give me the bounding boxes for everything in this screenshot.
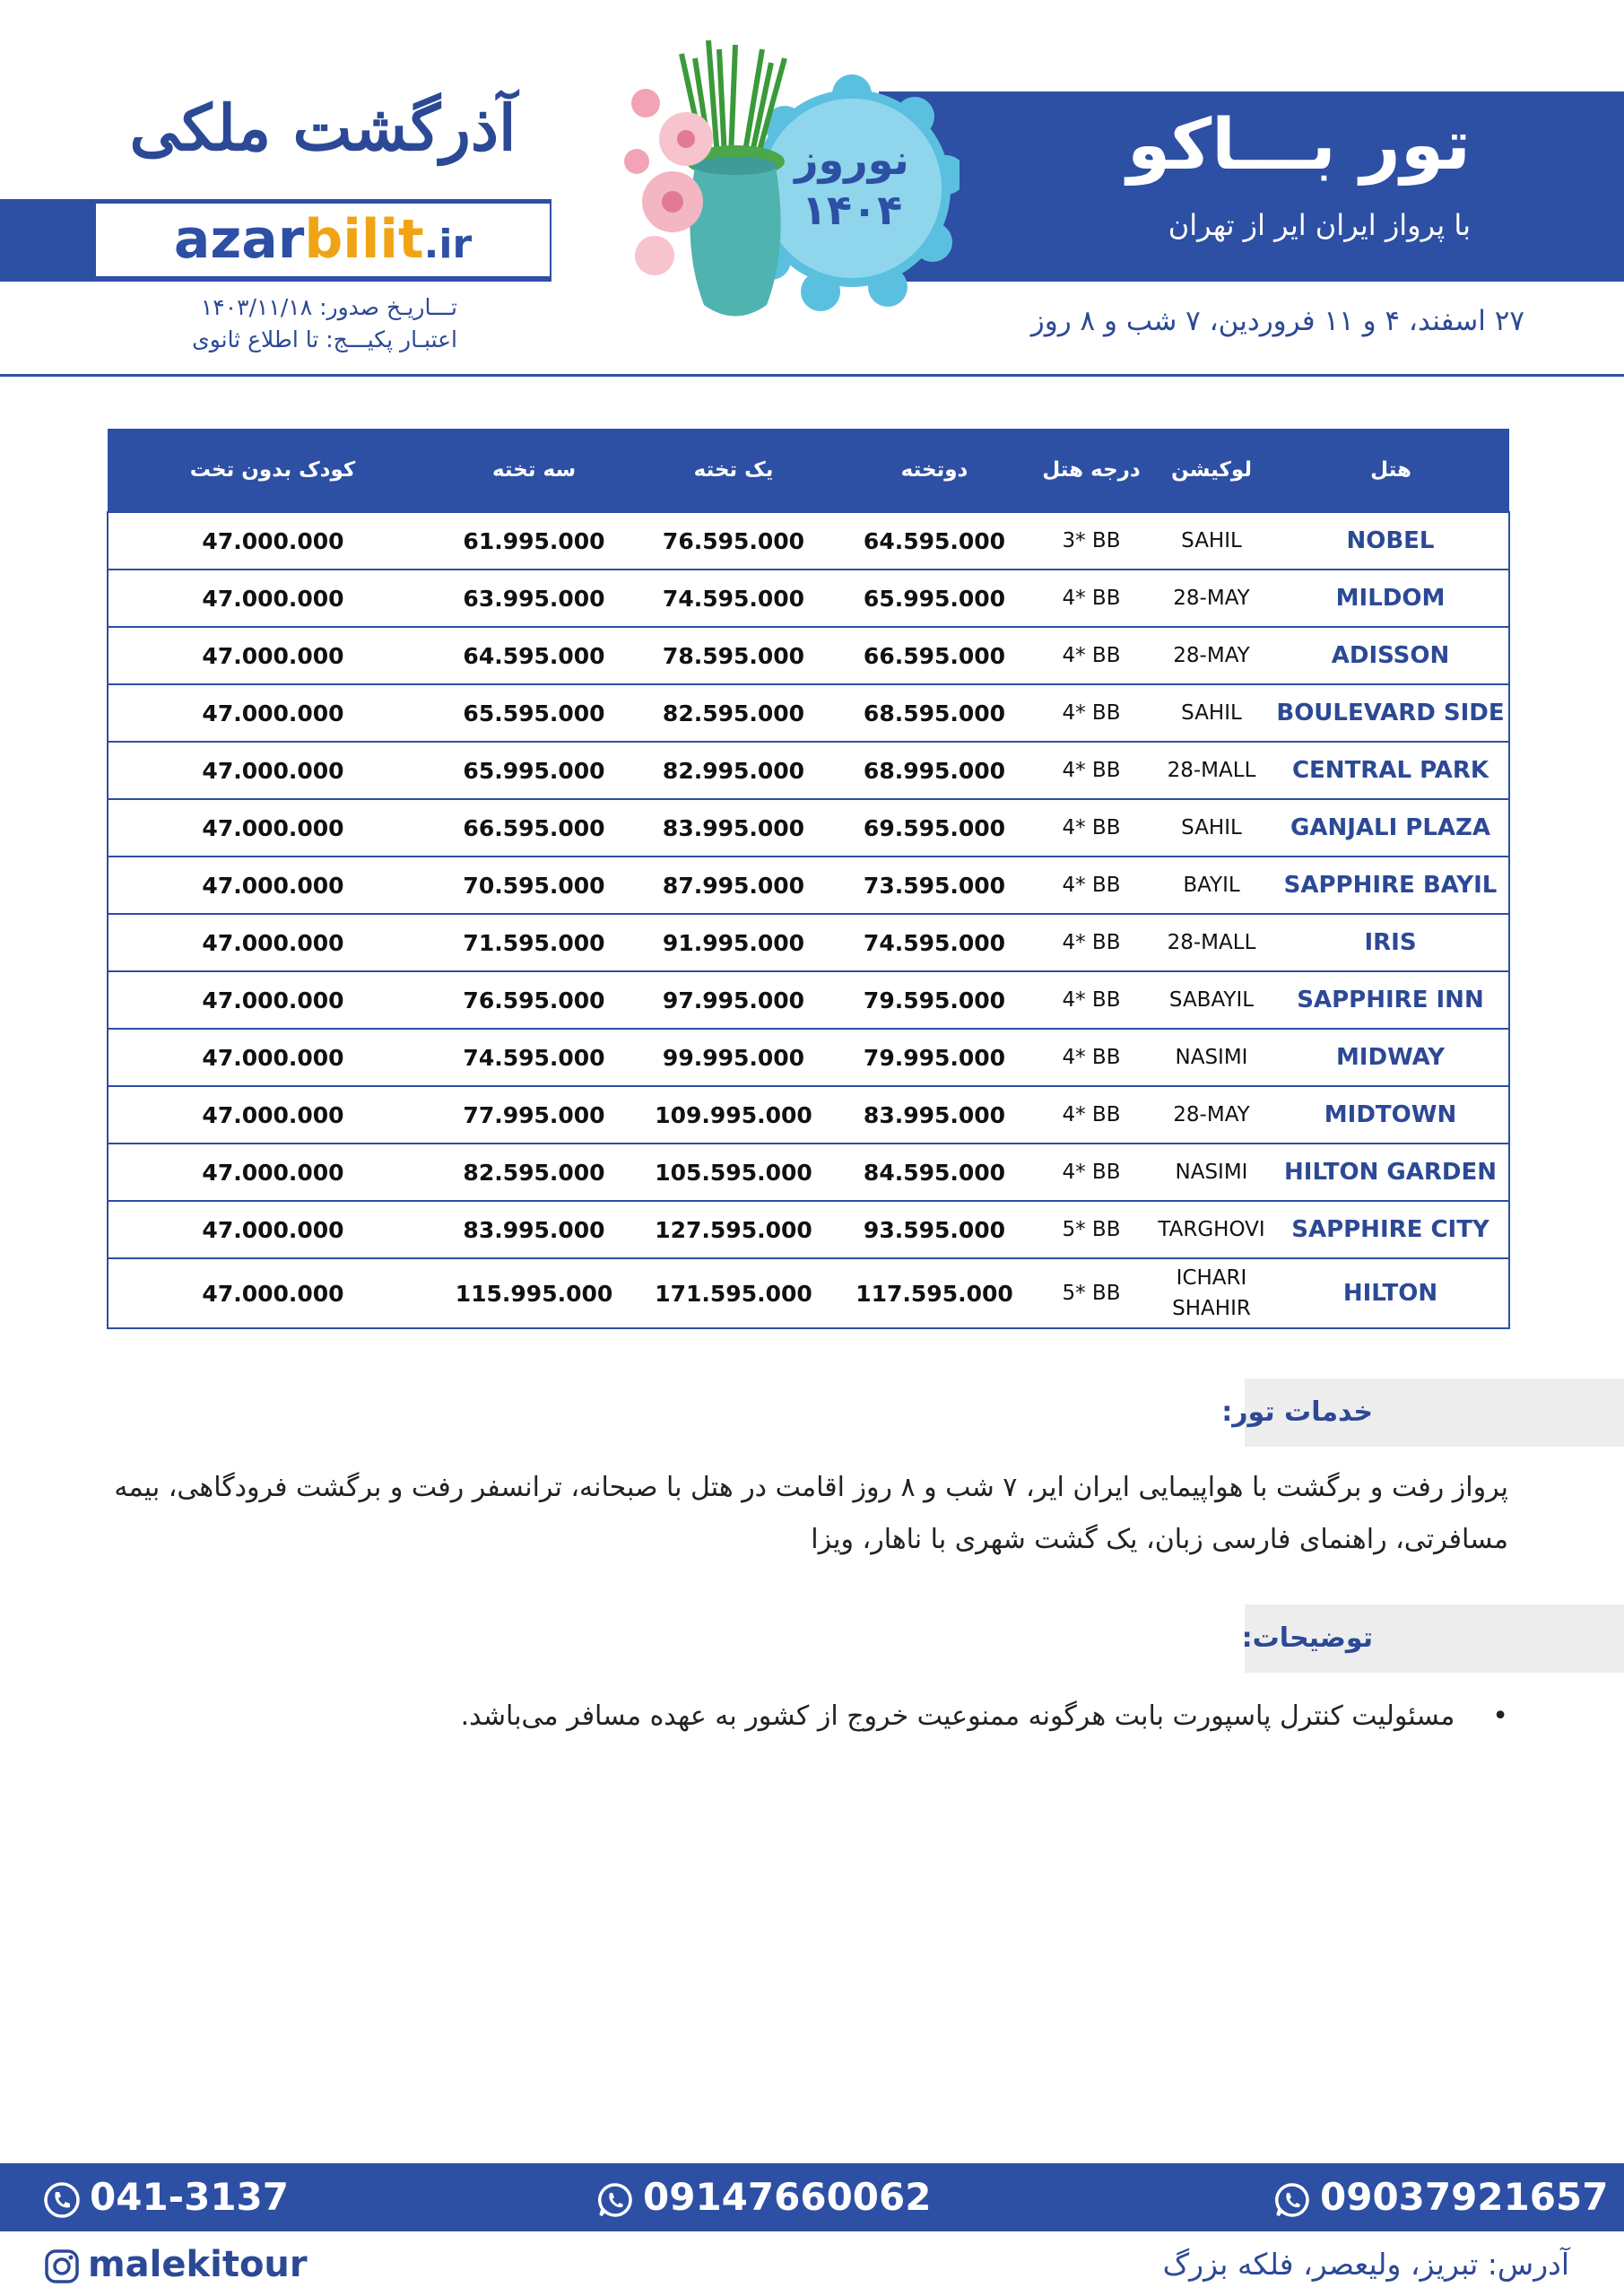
price-double: 93.595.000 — [837, 1201, 1032, 1258]
price-triple: 82.595.000 — [438, 1144, 630, 1201]
phone-icon — [43, 2181, 81, 2219]
hotel-location: 28-MALL — [1151, 914, 1272, 971]
address: آدرس: تبریز، ولیعصر، فلکه بزرگ — [1162, 2247, 1569, 2282]
hotel-location: SAHIL — [1151, 684, 1272, 742]
price-double: 68.995.000 — [837, 742, 1032, 799]
hotel-location: ICHARI SHAHIR — [1151, 1258, 1272, 1328]
hotel-grade: 4* BB — [1032, 1086, 1151, 1144]
hotel-name: ADISSON — [1272, 627, 1509, 684]
brand-website-logo[interactable] — [94, 202, 551, 278]
price-table — [107, 429, 1508, 1329]
price-triple: 65.995.000 — [438, 742, 630, 799]
price-child: 47.000.000 — [108, 1258, 438, 1328]
badge-line-1: نوروز — [795, 135, 909, 184]
price-single: 97.995.000 — [630, 971, 837, 1029]
price-single: 109.995.000 — [630, 1086, 837, 1144]
price-single: 82.595.000 — [630, 684, 837, 742]
price-double: 66.595.000 — [837, 627, 1032, 684]
whatsapp-icon — [596, 2181, 634, 2219]
price-triple: 71.595.000 — [438, 914, 630, 971]
price-child: 47.000.000 — [108, 971, 438, 1029]
price-triple: 83.995.000 — [438, 1201, 630, 1258]
price-child: 47.000.000 — [108, 1029, 438, 1086]
hotel-location: TARGHOVI — [1151, 1201, 1272, 1258]
note-text: مسئولیت کنترل پاسپورت بابت هرگونه ممنوعیت خروج از کشور به عهده مسافر می‌باشد. — [460, 1700, 1455, 1732]
column-header-triple: سه تخته — [438, 429, 630, 512]
tour-title: تور بـــاکو — [1126, 105, 1471, 186]
brand-site-tld: .ir — [423, 222, 473, 267]
table-row — [108, 627, 1509, 684]
price-double: 69.595.000 — [837, 799, 1032, 857]
column-header-single: یک تخته — [630, 429, 837, 512]
hotel-grade: 3* BB — [1032, 512, 1151, 570]
instagram-link[interactable] — [43, 2238, 308, 2292]
column-header-double: دوتخته — [837, 429, 1032, 512]
vase-icon — [690, 157, 780, 317]
table-row — [108, 799, 1509, 857]
landline-number: 041-3137 — [90, 2175, 289, 2219]
list-item — [99, 1691, 1508, 1743]
services-text: پرواز رفت و برگشت با هواپیمایی ایران ایر، ۷ شب و ۸ روز اقامت در هتل با صبحانه، ترانسفر رفت و برگشت فرودگاهی، بیمه مسافرتی، راهنمای فارسی زبان، یک گشت شهری با ناهار، ویزا — [114, 1472, 1508, 1555]
hotel-grade: 4* BB — [1032, 627, 1151, 684]
whatsapp-contact-1[interactable] — [596, 2163, 931, 2231]
issue-info — [152, 291, 457, 356]
hotel-name: SAPPHIRE CITY — [1272, 1201, 1509, 1258]
price-child: 47.000.000 — [108, 570, 438, 627]
whatsapp-icon — [1273, 2181, 1311, 2219]
hotel-name: NOBEL — [1272, 512, 1509, 570]
tour-dates: ۲۷ اسفند، ۴ و ۱۱ فروردین، ۷ شب و ۸ روز — [1030, 305, 1524, 337]
price-triple: 70.595.000 — [438, 857, 630, 914]
hotel-location: 28-MAY — [1151, 627, 1272, 684]
hotel-location: NASIMI — [1151, 1144, 1272, 1201]
services-heading-box — [1221, 1378, 1624, 1447]
hotel-location: 28-MAY — [1151, 1086, 1272, 1144]
hotel-grade: 4* BB — [1032, 742, 1151, 799]
table-row — [108, 1086, 1509, 1144]
column-header-hotel: هتل — [1272, 429, 1509, 512]
table-row — [108, 1258, 1509, 1328]
hotel-location: SAHIL — [1151, 799, 1272, 857]
table-row — [108, 971, 1509, 1029]
hotel-grade: 4* BB — [1032, 1029, 1151, 1086]
hotel-name: MILDOM — [1272, 570, 1509, 627]
bullet-icon: • — [1492, 1700, 1508, 1732]
table-row — [108, 570, 1509, 627]
column-header-child: کودک بدون تخت — [108, 429, 438, 512]
hotel-grade: 4* BB — [1032, 570, 1151, 627]
price-double: 84.595.000 — [837, 1144, 1032, 1201]
brand-site-main: azar — [173, 208, 305, 271]
price-triple: 64.595.000 — [438, 627, 630, 684]
price-triple: 115.995.000 — [438, 1258, 630, 1328]
price-triple: 66.595.000 — [438, 799, 630, 857]
nowruz-badge-text — [776, 135, 928, 235]
hotel-name: CENTRAL PARK — [1272, 742, 1509, 799]
hotel-location: NASIMI — [1151, 1029, 1272, 1086]
hotel-location: BAYIL — [1151, 857, 1272, 914]
price-double: 64.595.000 — [837, 512, 1032, 570]
brand-name: آذرگشت ملکی — [129, 91, 517, 165]
table-row — [108, 1201, 1509, 1258]
whatsapp-contact-2[interactable] — [1273, 2163, 1608, 2231]
hotel-grade: 4* BB — [1032, 971, 1151, 1029]
instagram-icon — [43, 2248, 81, 2285]
table-row — [108, 1144, 1509, 1201]
hotel-name: HILTON GARDEN — [1272, 1144, 1509, 1201]
price-double: 79.595.000 — [837, 971, 1032, 1029]
price-child: 47.000.000 — [108, 1201, 438, 1258]
price-triple: 61.995.000 — [438, 512, 630, 570]
price-single: 105.595.000 — [630, 1144, 837, 1201]
table-row — [108, 684, 1509, 742]
price-child: 47.000.000 — [108, 1144, 438, 1201]
price-double: 65.995.000 — [837, 570, 1032, 627]
price-single: 76.595.000 — [630, 512, 837, 570]
price-single: 87.995.000 — [630, 857, 837, 914]
price-child: 47.000.000 — [108, 914, 438, 971]
hotel-location: 28-MAY — [1151, 570, 1272, 627]
price-double: 117.595.000 — [837, 1258, 1032, 1328]
table-row — [108, 1029, 1509, 1086]
price-double: 74.595.000 — [837, 914, 1032, 971]
table-header-row — [108, 429, 1509, 512]
price-child: 47.000.000 — [108, 1086, 438, 1144]
price-single: 83.995.000 — [630, 799, 837, 857]
price-double: 83.995.000 — [837, 1086, 1032, 1144]
brand-site-gold: bilit — [304, 208, 424, 271]
column-header-grade: درجه هتل — [1032, 429, 1151, 512]
price-single: 78.595.000 — [630, 627, 837, 684]
price-child: 47.000.000 — [108, 742, 438, 799]
hotel-grade: 4* BB — [1032, 1144, 1151, 1201]
price-triple: 74.595.000 — [438, 1029, 630, 1086]
hotel-grade: 5* BB — [1032, 1258, 1151, 1328]
services-heading: خدمات تور: — [1221, 1396, 1373, 1428]
instagram-handle: malekitour — [88, 2244, 308, 2285]
price-child: 47.000.000 — [108, 799, 438, 857]
price-double: 79.995.000 — [837, 1029, 1032, 1086]
hotel-name: SAPPHIRE BAYIL — [1272, 857, 1509, 914]
hotel-grade: 4* BB — [1032, 914, 1151, 971]
price-single: 171.595.000 — [630, 1258, 837, 1328]
hotel-name: IRIS — [1272, 914, 1509, 971]
price-child: 47.000.000 — [108, 684, 438, 742]
table-row — [108, 857, 1509, 914]
price-double: 68.595.000 — [837, 684, 1032, 742]
table-row — [108, 742, 1509, 799]
hotel-grade: 4* BB — [1032, 857, 1151, 914]
hotel-location: SAHIL — [1151, 512, 1272, 570]
price-triple: 65.595.000 — [438, 684, 630, 742]
hotel-name: SAPPHIRE INN — [1272, 971, 1509, 1029]
price-child: 47.000.000 — [108, 512, 438, 570]
hotel-location: 28-MALL — [1151, 742, 1272, 799]
hotel-grade: 5* BB — [1032, 1201, 1151, 1258]
hotel-name: MIDTOWN — [1272, 1086, 1509, 1144]
price-double: 73.595.000 — [837, 857, 1032, 914]
badge-line-2: ۱۴۰۴ — [801, 186, 903, 234]
hotel-location: SABAYIL — [1151, 971, 1272, 1029]
notes-list — [99, 1691, 1508, 1743]
price-single: 74.595.000 — [630, 570, 837, 627]
price-triple: 77.995.000 — [438, 1086, 630, 1144]
price-child: 47.000.000 — [108, 857, 438, 914]
notes-heading-box — [1241, 1605, 1624, 1673]
hotel-grade: 4* BB — [1032, 799, 1151, 857]
price-child: 47.000.000 — [108, 627, 438, 684]
whatsapp-number-1: 09147660062 — [643, 2175, 932, 2219]
price-single: 99.995.000 — [630, 1029, 837, 1086]
hotel-name: BOULEVARD SIDE — [1272, 684, 1509, 742]
hotel-name: GANJALI PLAZA — [1272, 799, 1509, 857]
whatsapp-number-2: 09037921657 — [1320, 2175, 1609, 2219]
table-row — [108, 914, 1509, 971]
price-single: 91.995.000 — [630, 914, 837, 971]
hotel-name: MIDWAY — [1272, 1029, 1509, 1086]
tour-subtitle: با پرواز ایران ایر از تهران — [1168, 208, 1471, 242]
price-triple: 63.995.000 — [438, 570, 630, 627]
hotel-name: HILTON — [1272, 1258, 1509, 1328]
price-triple: 76.595.000 — [438, 971, 630, 1029]
package-validity: اعتبـار پکیـــج: تا اطلاع ثانوی — [192, 326, 457, 352]
table-row — [108, 512, 1509, 570]
price-single: 127.595.000 — [630, 1201, 837, 1258]
price-single: 82.995.000 — [630, 742, 837, 799]
hotel-grade: 4* BB — [1032, 684, 1151, 742]
issue-date: تـــاریـخ صدور: ۱۴۰۳/۱۱/۱۸ — [200, 294, 457, 320]
column-header-location: لوکیشن — [1151, 429, 1272, 512]
header-divider — [0, 374, 1624, 377]
notes-heading: توضیحات: — [1241, 1622, 1373, 1654]
landline-phone[interactable] — [43, 2163, 289, 2231]
